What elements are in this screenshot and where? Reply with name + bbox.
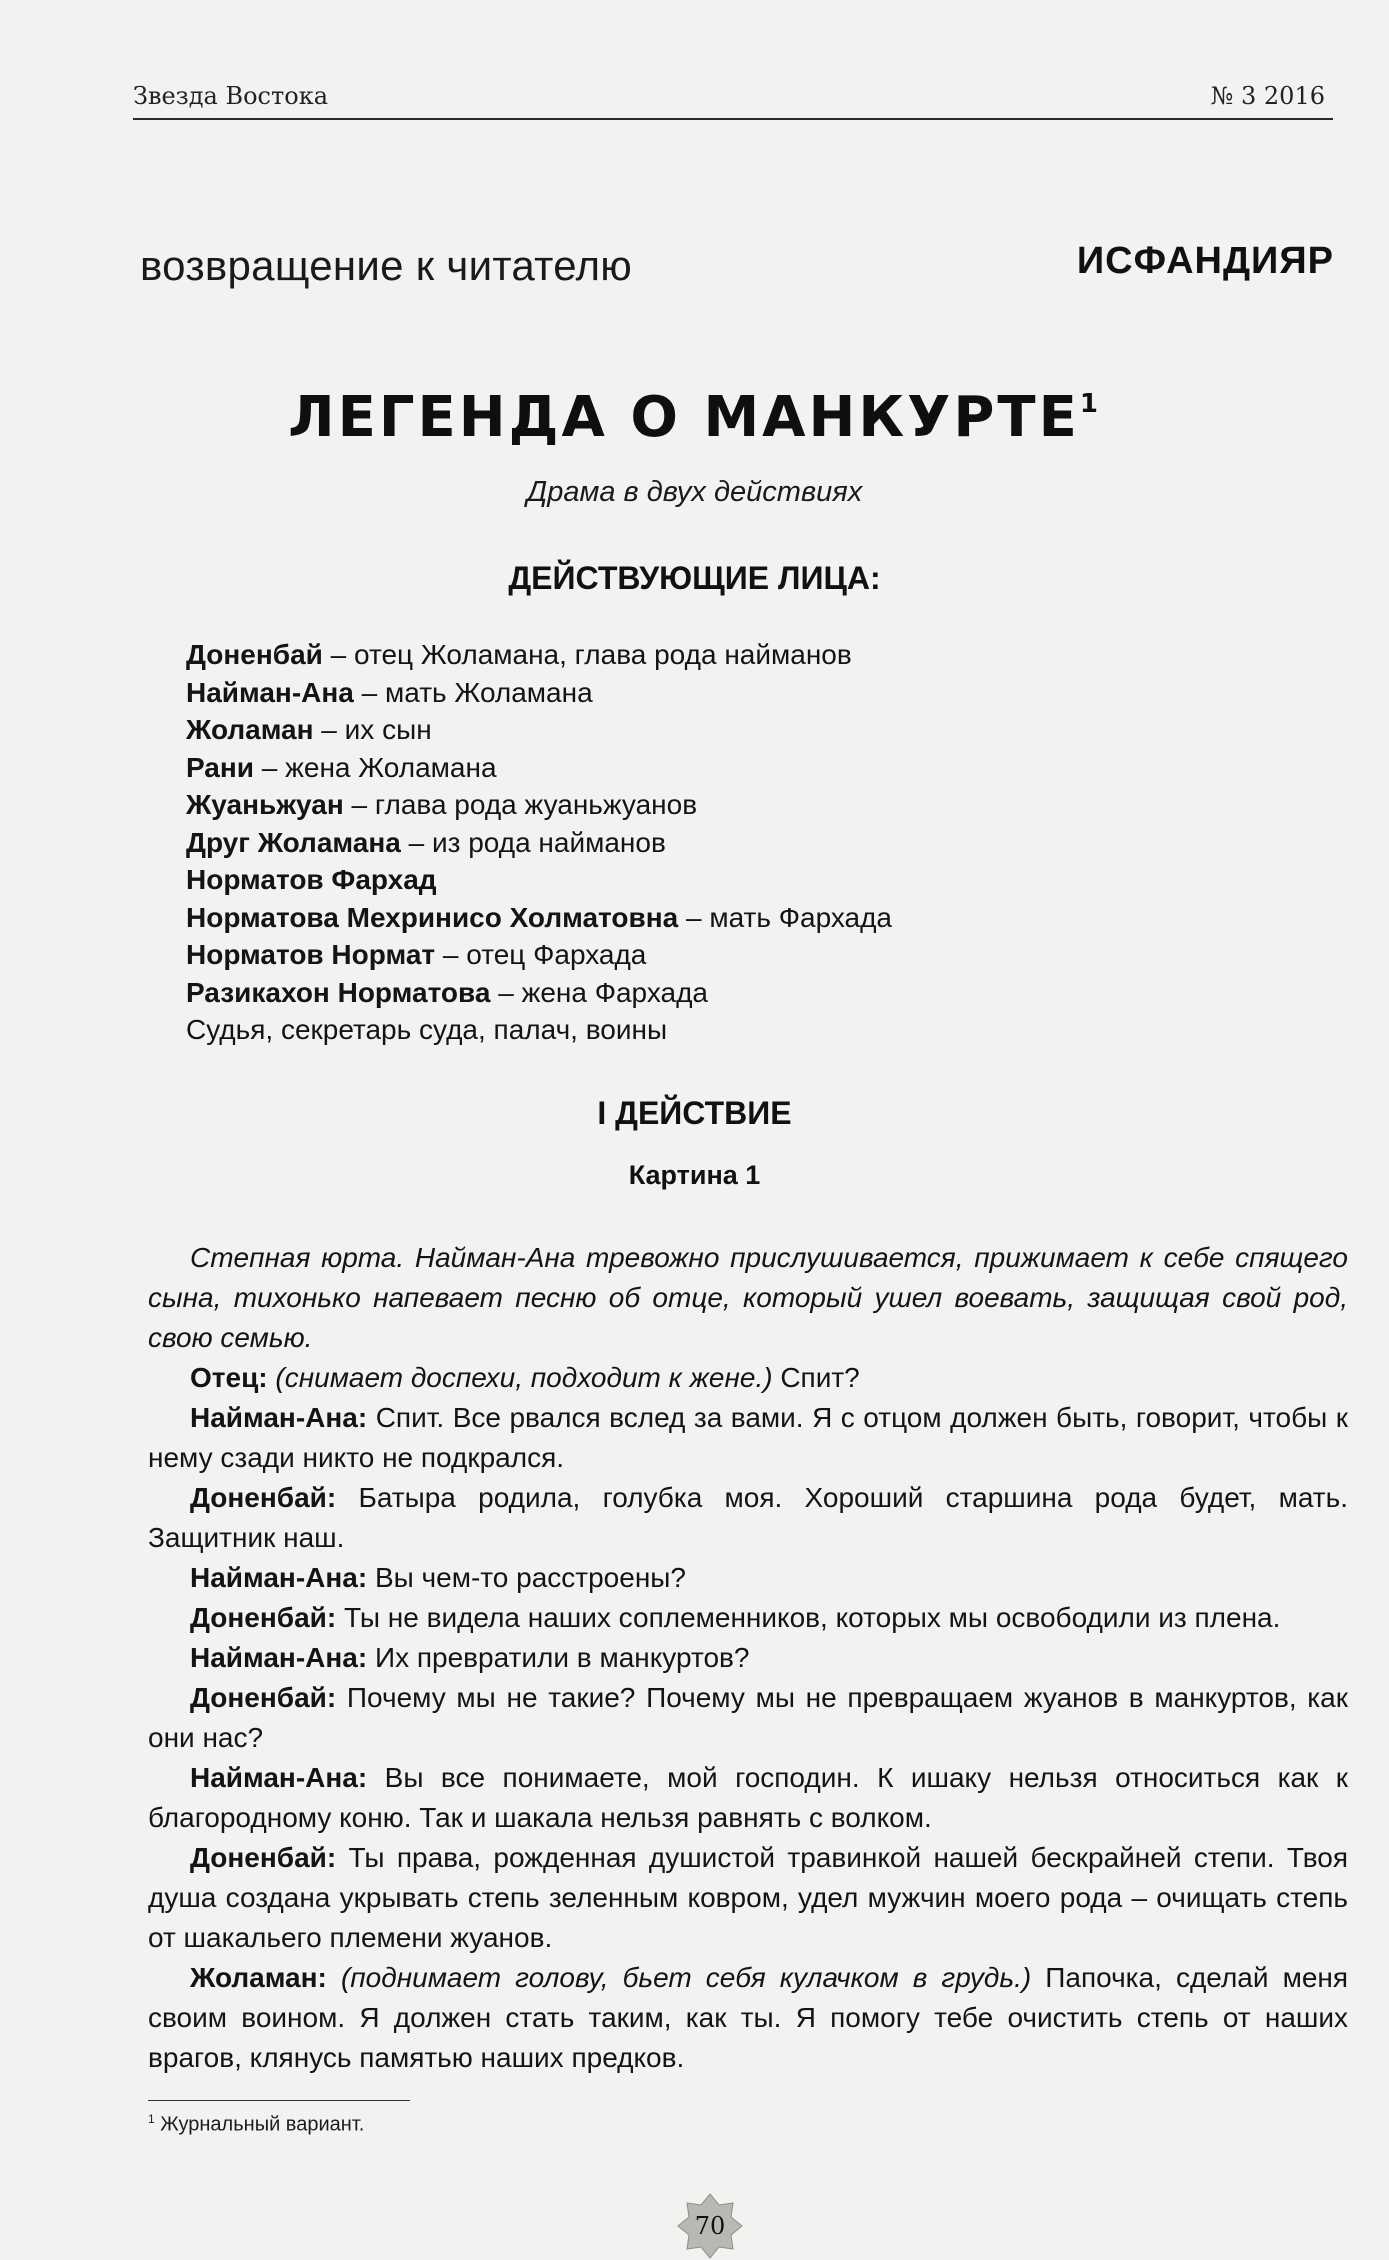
cast-name: Жоламан (186, 714, 314, 745)
speaker: Доненбай: (190, 1682, 337, 1713)
line-text: Батыра родила, голубка моя. Хороший старшина рода будет, мать. Защитник наш. (148, 1482, 1348, 1553)
direction: (снимает доспехи, подходит к жене.) (275, 1362, 773, 1393)
cast-name: Найман-Ана (186, 676, 354, 708)
dialogue-line (148, 1638, 1348, 1678)
scene-heading: Картина 1 (628, 1160, 761, 1190)
cast-item (186, 636, 1336, 674)
issue-number: № 3 2016 (1210, 82, 1325, 110)
section-title: возвращение к читателю (140, 242, 633, 289)
dialogue-line (148, 1758, 1348, 1838)
footnote (148, 2112, 364, 2137)
speaker: Доненбай: (190, 1602, 337, 1633)
dialogue-line (148, 1478, 1348, 1558)
cast-name: Жуаньжуан (186, 789, 344, 820)
line-text: Ты права, рожденная душистой травинкой нашей бескрайней степи. Твоя душа создана укрывать степь зеленным ковром, удел мужчин моего рода – очищать степь от шакальего племени жуанов. (148, 1842, 1348, 1953)
dialogue-line (148, 1958, 1348, 2078)
dialogue-line (148, 1598, 1348, 1638)
cast-desc: – из рода найманов (400, 826, 666, 858)
act-heading: I ДЕЙСТВИЕ (597, 1095, 792, 1131)
title-footnote-mark: 1 (1079, 389, 1101, 419)
page-number-badge (676, 2192, 744, 2260)
line-text: Спит. Все рвался вслед за вами. Я с отцом должен быть, говорит, чтобы к нему сзади никто не подкрался. (148, 1402, 1348, 1473)
stage-direction: Степная юрта. Найман-Ана тревожно прислушивается, прижимает к себе спящего сына, тихонько напевает песню об отце, который ушел воевать, защищая свой род, свою семью. (148, 1242, 1348, 1353)
speaker: Найман-Ана: (190, 1562, 368, 1593)
dialogue-line (148, 1558, 1348, 1598)
footnote-text: Журнальный вариант. (154, 2113, 365, 2136)
line-text: Вы все понимаете, мой господин. К ишаку нельзя относиться как к благородному коню. Так и шакала нельзя равнять с волком. (148, 1762, 1348, 1833)
line-text: Почему мы не такие? Почему мы не превращаем жуанов в манкуртов, как они нас? (148, 1682, 1348, 1753)
dialogue-line (148, 1838, 1348, 1958)
cast-desc: – отец Жоламана, глава рода найманов (322, 639, 852, 670)
title-text: ЛЕГЕНДА О МАНКУРТЕ (288, 385, 1080, 450)
speaker: Найман-Ана: (190, 1402, 368, 1433)
page-title (0, 385, 1389, 450)
footnote-divider (148, 2100, 410, 2101)
cast-item (186, 674, 1336, 712)
cast-desc: – отец Фархада (435, 939, 647, 970)
cast-name: Норматов Фархад (186, 864, 437, 895)
speaker: Жоламан: (190, 1962, 327, 1993)
dialogue-line (148, 1358, 1348, 1398)
dialogue-line (148, 1398, 1348, 1478)
line-text: Спит? (772, 1362, 860, 1393)
cast-item (186, 711, 1336, 749)
footnote-mark: 1 (148, 2112, 155, 2126)
cast-desc: – глава рода жуаньжуанов (343, 789, 698, 820)
running-header (133, 80, 1333, 120)
cast-desc: – жена Жоламана (254, 751, 497, 783)
cast-item (186, 824, 1336, 862)
cast-desc: Судья, секретарь суда, палач, воины (186, 1014, 668, 1045)
cast-item (186, 1011, 1336, 1049)
speaker: Найман-Ана: (190, 1642, 368, 1673)
cast-heading: ДЕЙСТВУЮЩИЕ ЛИЦА: (508, 560, 881, 596)
author-name: ИСФАНДИЯР (1076, 240, 1334, 282)
cast-name: Норматова Мехринисо Холматовна (186, 901, 679, 933)
play-text (148, 1238, 1348, 2078)
cast-desc: – мать Фархада (678, 901, 893, 933)
line-text: Вы чем-то расстроены? (367, 1562, 686, 1593)
cast-desc: – их сын (313, 714, 432, 745)
cast-item (186, 899, 1336, 937)
cast-list (186, 636, 1336, 1049)
speaker: Доненбай: (190, 1482, 337, 1513)
cast-name: Доненбай (186, 639, 323, 670)
speaker: Доненбай: (190, 1842, 337, 1873)
line-text: Ты не видела наших соплеменников, которых мы освободили из плена. (336, 1602, 1281, 1633)
cast-item (186, 936, 1336, 974)
speaker: Отец: (190, 1362, 268, 1393)
cast-desc: – мать Жоламана (353, 676, 593, 708)
subtitle: Драма в двух действиях (526, 476, 863, 508)
cast-item (186, 861, 1336, 899)
cast-desc: – жена Фархада (490, 976, 708, 1008)
page-number: 70 (694, 2212, 726, 2240)
cast-item (186, 974, 1336, 1012)
cast-name: Рани (186, 751, 255, 783)
speaker: Найман-Ана: (190, 1762, 368, 1793)
cast-name: Норматов Нормат (186, 939, 436, 970)
cast-name: Друг Жоламана (186, 826, 401, 858)
cast-item (186, 786, 1336, 824)
dialogue-line (148, 1678, 1348, 1758)
direction: (поднимает голову, бьет себя кулачком в грудь.) (340, 1962, 1032, 1993)
cast-item (186, 749, 1336, 787)
journal-name: Звезда Востока (133, 82, 329, 110)
line-text: Папочка, сделай меня своим воином. Я должен стать таким, как ты. Я помогу тебе очистить степь от наших врагов, клянусь памятью наших предков. (148, 1962, 1349, 2073)
cast-name: Разикахон Норматова (186, 976, 491, 1008)
line-text: Их превратили в манкуртов? (367, 1642, 750, 1673)
